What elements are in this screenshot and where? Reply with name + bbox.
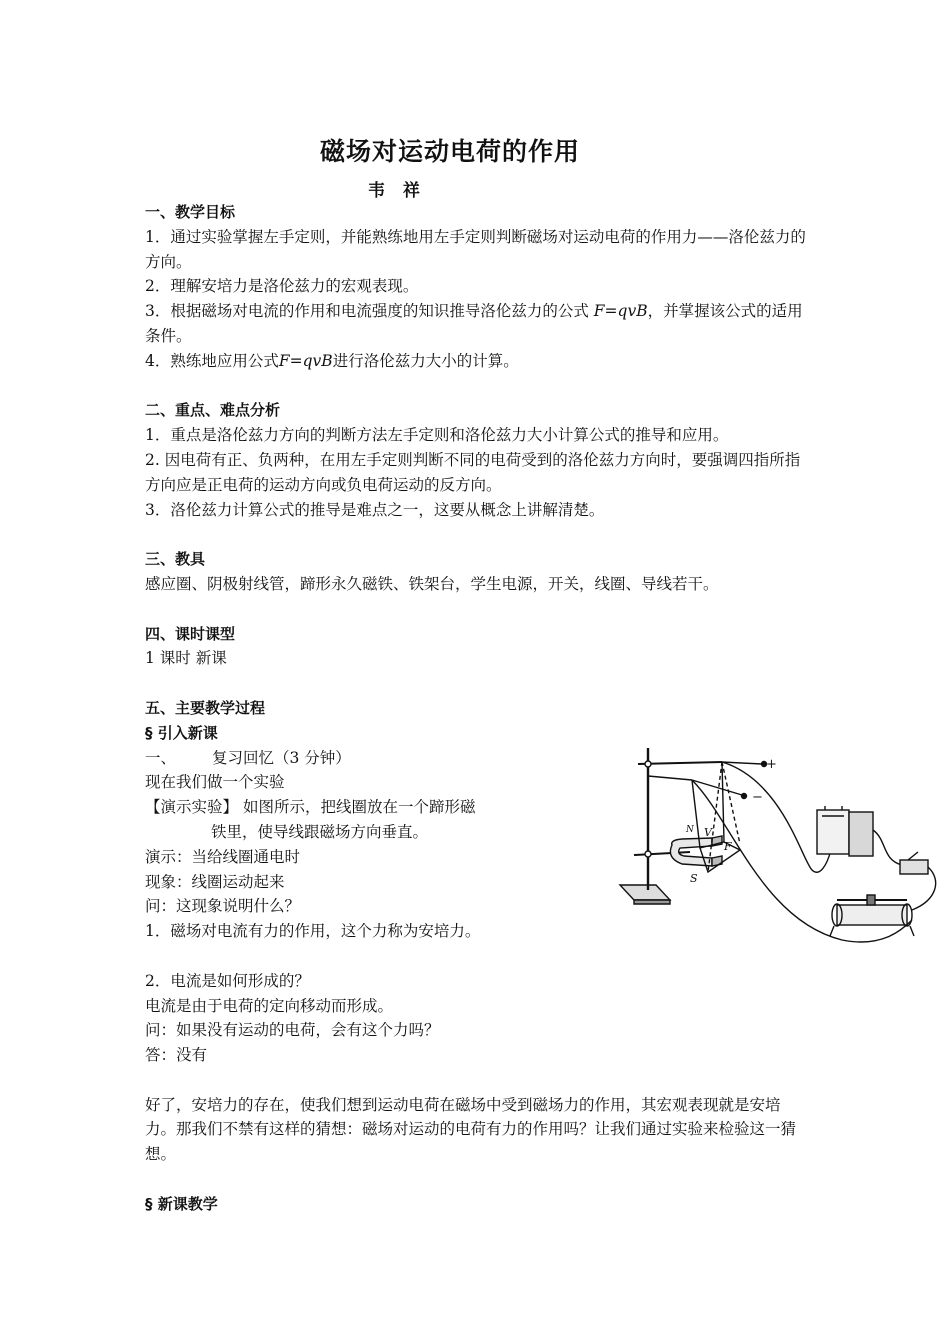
section-heading: 四、课时课型 <box>145 624 236 643</box>
text-segment: 4．熟练地应用公式 <box>145 351 279 370</box>
section-heading: 二、重点、难点分析 <box>145 401 281 420</box>
paragraph: 1 课时 新课 <box>145 649 227 668</box>
plus-terminal-label: + <box>766 757 777 772</box>
switch <box>900 860 928 874</box>
paragraph: 答：没有 <box>145 1046 208 1065</box>
subsection-heading: § 新课教学 <box>145 1194 218 1213</box>
paragraph <box>145 746 605 771</box>
paragraph: 电流是由于电荷的定向移动而形成。 <box>145 996 394 1015</box>
text-segment: 复习回忆（3 分钟） <box>212 748 351 767</box>
section-heading: 一、教学目标 <box>145 203 236 221</box>
list-item <box>145 349 810 374</box>
formula: F=qvB <box>593 302 648 321</box>
section-heading: 五、主要教学过程 <box>145 698 266 717</box>
list-item <box>145 299 810 349</box>
text-segment: 3．根据磁场对电流的作用和电流强度的知识推导洛伦兹力的公式 <box>145 302 594 321</box>
paragraph: 问：这现象说明什么？ <box>145 897 301 916</box>
list-item: 3．洛伦兹力计算公式的推导是难点之一，这要从概念上讲解清楚。 <box>145 500 605 519</box>
paragraph <box>145 795 605 820</box>
text-segment: ，并掌握该公式的适用条件。 <box>145 302 803 345</box>
paragraph: 1．磁场对电流有力的作用，这个力称为安培力。 <box>145 922 481 941</box>
paragraph: 好了，安培力的存在，使我们想到运动电荷在磁场中受到磁场力的作用，其宏观表现就是安培力。那我们不禁有这样的猜想：磁场对运动的电荷有力的作用吗？让我们通过实验来检验这一猜想。 <box>145 1095 797 1164</box>
page-title: 磁场对运动电荷的作用 <box>319 137 580 166</box>
rheostat <box>837 905 907 925</box>
list-item: 1．通过实验掌握左手定则，并能熟练地用左手定则判断磁场对运动电荷的作用力——洛伦兹力的方向。 <box>145 227 806 271</box>
text-segment: 进行洛伦兹力大小的计算。 <box>332 351 519 370</box>
list-item: 2．理解安培力是洛伦兹力的宏观表现。 <box>145 277 419 296</box>
list-item: 1．重点是洛伦兹力方向的判断方法左手定则和洛伦兹力大小计算公式的推导和应用。 <box>145 426 729 445</box>
label-v: V <box>704 826 712 839</box>
minus-terminal-label: − <box>752 790 763 805</box>
subsection-heading: § 引入新课 <box>145 723 218 742</box>
paragraph: 2．电流是如何形成的？ <box>145 971 310 990</box>
list-item: 2. 因电荷有正、负两种，在用左手定则判断不同的电荷受到的洛伦兹力方向时，要强调四指所指方向应是正电荷的运动方向或负电荷运动的反方向。 <box>145 450 801 494</box>
label-n: N <box>686 825 694 835</box>
text-segment: 一、 <box>145 748 177 767</box>
label-f: F <box>724 840 732 853</box>
horseshoe-magnet <box>670 838 712 866</box>
paragraph: 现象：线圈运动起来 <box>145 872 285 891</box>
text-segment: 【演示实验】 <box>145 798 239 817</box>
paragraph: 现在我们做一个实验 <box>145 773 285 792</box>
experiment-figure <box>612 740 947 970</box>
paragraph: 演示：当给线圈通电时 <box>145 847 301 866</box>
paragraph: 铁里，使导线跟磁场方向垂直。 <box>211 822 429 841</box>
text-segment: 如图所示，把线圈放在一个蹄形磁 <box>238 798 476 817</box>
paragraph: 感应圈、阴极射线管，蹄形永久磁铁、铁架台，学生电源，开关，线圈、导线若干。 <box>145 574 719 593</box>
section-heading: 三、教具 <box>145 550 206 569</box>
document-body <box>145 200 810 1217</box>
author-name: 韦 祥 <box>368 181 426 201</box>
label-s: S <box>690 872 698 885</box>
formula: F=qvB <box>278 351 333 370</box>
stand-base <box>620 885 670 900</box>
paragraph: 问：如果没有运动的电荷，会有这个力吗？ <box>145 1021 440 1040</box>
